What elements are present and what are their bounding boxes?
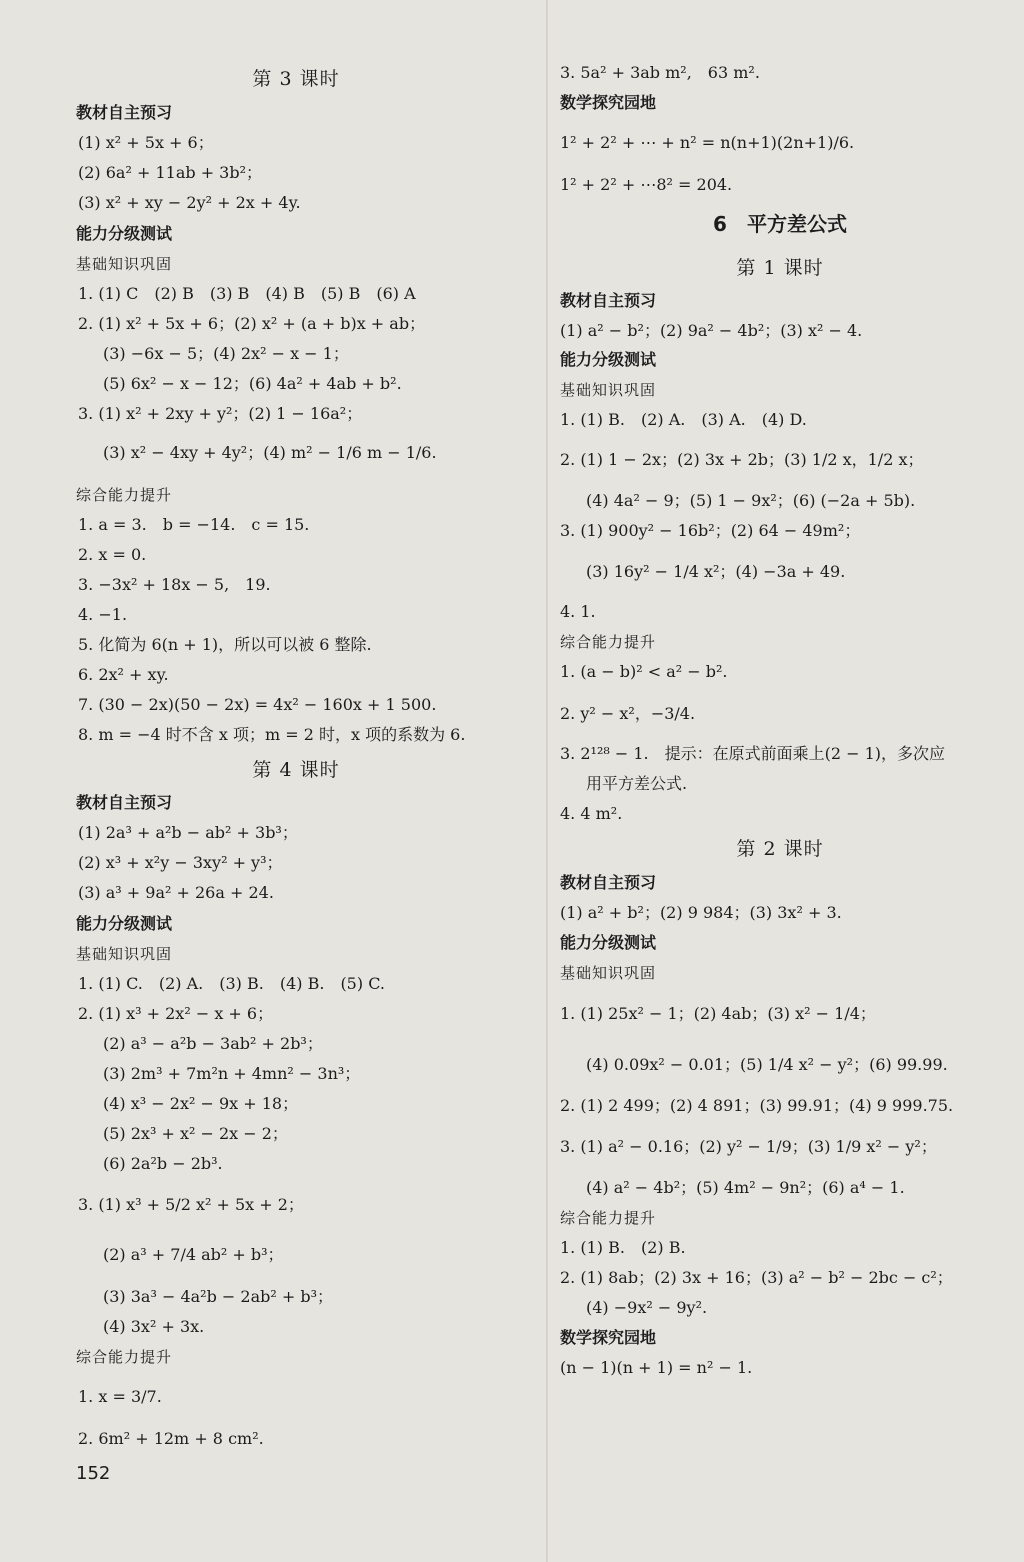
answer-line: (1) x² + 5x + 6； (78, 133, 214, 152)
answer-line: (4) 0.09x² − 0.01；(5) 1/4 x² − y²；(6) 99.99. (586, 1055, 948, 1074)
answer-line: (4) −9x² − 9y². (586, 1298, 708, 1317)
answer-line: 3. (1) x³ + 5/2 x² + 5x + 2； (78, 1195, 304, 1214)
answer-line: 1. (1) C (2) B (3) B (4) B (5) B (6) A (78, 284, 416, 303)
answer-line: 3. (1) 900y² − 16b²；(2) 64 − 49m²； (560, 521, 861, 540)
answer-line: (3) x² + xy − 2y² + 2x + 4y. (78, 193, 301, 212)
subsection-heading: 基础知识巩固 (76, 945, 173, 963)
answer-line: 5. 化简为 6(n + 1)，所以可以被 6 整除. (78, 635, 372, 654)
section-heading: 教材自主预习 (76, 103, 173, 122)
answer-line: 2. (1) x² + 5x + 6；(2) x² + (a + b)x + ab； (78, 314, 426, 333)
answer-line: 1. (1) B. (2) B. (560, 1238, 686, 1257)
section-heading: 教材自主预习 (560, 291, 657, 310)
answer-line: 2. y² − x²，−3/4. (560, 704, 696, 723)
answer-line: (n − 1)(n + 1) = n² − 1. (560, 1358, 753, 1377)
subsection-heading: 综合能力提升 (560, 633, 657, 651)
lesson-title: 第 3 课时 (252, 68, 340, 90)
answer-line: 1. a = 3. b = −14. c = 15. (78, 515, 310, 534)
answer-line: (3) 3a³ − 4a²b − 2ab² + b³； (103, 1287, 334, 1306)
section-heading: 教材自主预习 (76, 793, 173, 812)
answer-line: 4. −1. (78, 605, 128, 624)
answer-line: (3) x² − 4xy + 4y²；(4) m² − 1/6 m − 1/6. (103, 443, 437, 462)
answer-line: (4) x³ − 2x² − 9x + 18； (103, 1094, 299, 1113)
answer-line: 6. 2x² + xy. (78, 665, 169, 684)
answer-line: (1) 2a³ + a²b − ab² + 3b³； (78, 823, 298, 842)
section-heading: 能力分级测试 (560, 933, 657, 952)
answer-line: (1) a² − b²；(2) 9a² − 4b²；(3) x² − 4. (560, 321, 863, 340)
section-heading: 数学探究园地 (560, 93, 657, 112)
answer-line: (3) 16y² − 1/4 x²；(4) −3a + 49. (586, 562, 846, 581)
answer-line: (5) 6x² − x − 12；(6) 4a² + 4ab + b². (103, 374, 402, 393)
answer-line: 1² + 2² + ⋯8² = 204. (560, 175, 733, 194)
answer-line: 1. x = 3/7. (78, 1387, 162, 1406)
subsection-heading: 基础知识巩固 (560, 381, 657, 399)
answer-line: (2) a³ − a²b − 3ab² + 2b³； (103, 1034, 323, 1053)
section-heading: 能力分级测试 (76, 224, 173, 243)
answer-line: 2. x = 0. (78, 545, 147, 564)
section-heading: 能力分级测试 (76, 914, 173, 933)
answer-line: 4. 1. (560, 602, 596, 621)
lesson-title: 第 2 课时 (736, 838, 824, 860)
answer-line: (2) x³ + x²y − 3xy² + y³； (78, 853, 283, 872)
answer-line: 2. (1) 8ab；(2) 3x + 16；(3) a² − b² − 2bc − c²； (560, 1268, 953, 1287)
answer-line: 8. m = −4 时不含 x 项；m = 2 时，x 项的系数为 6. (78, 725, 466, 744)
answer-line: 3. (1) a² − 0.16；(2) y² − 1/9；(3) 1/9 x² − y²； (560, 1137, 937, 1156)
answer-line: 1. (a − b)² < a² − b². (560, 662, 728, 681)
answer-line: (1) a² + b²；(2) 9 984；(3) 3x² + 3. (560, 903, 842, 922)
section-heading: 数学探究园地 (560, 1328, 657, 1347)
answer-line: (3) a³ + 9a² + 26a + 24. (78, 883, 274, 902)
answer-line: (4) a² − 4b²；(5) 4m² − 9n²；(6) a⁴ − 1. (586, 1178, 905, 1197)
answer-line: 4. 4 m². (560, 804, 623, 823)
answer-line: (6) 2a²b − 2b³. (103, 1154, 223, 1173)
answer-line: (3) 2m³ + 7m²n + 4mn² − 3n³； (103, 1064, 361, 1083)
answer-line: 2. (1) 1 − 2x；(2) 3x + 2b；(3) 1/2 x，1/2 x； (560, 450, 924, 469)
answer-line: 2. 6m² + 12m + 8 cm². (78, 1429, 264, 1448)
page-number: 152 (76, 1463, 111, 1484)
answer-line: 3. 2¹²⁸ − 1. 提示：在原式前面乘上(2 − 1)，多次应 (560, 744, 946, 763)
answer-line: 用平方差公式. (586, 774, 688, 793)
section-heading: 教材自主预习 (560, 873, 657, 892)
answer-line: 1. (1) C. (2) A. (3) B. (4) B. (5) C. (78, 974, 385, 993)
subsection-heading: 基础知识巩固 (76, 255, 173, 273)
chapter-title: 6 平方差公式 (713, 212, 847, 236)
answer-line: (3) −6x − 5；(4) 2x² − x − 1； (103, 344, 349, 363)
answer-line: 2. (1) 2 499；(2) 4 891；(3) 99.91；(4) 9 999.75. (560, 1096, 954, 1115)
answer-line: (5) 2x³ + x² − 2x − 2； (103, 1124, 288, 1143)
answer-line: (2) a³ + 7/4 ab² + b³； (103, 1245, 284, 1264)
subsection-heading: 综合能力提升 (76, 1348, 173, 1366)
answer-line: 2. (1) x³ + 2x² − x + 6； (78, 1004, 274, 1023)
subsection-heading: 基础知识巩固 (560, 964, 657, 982)
answer-line: 1. (1) B. (2) A. (3) A. (4) D. (560, 410, 807, 429)
answer-line: 3. −3x² + 18x − 5, 19. (78, 575, 271, 594)
section-heading: 能力分级测试 (560, 350, 657, 369)
answer-line: 1. (1) 25x² − 1；(2) 4ab；(3) x² − 1/4； (560, 1004, 876, 1023)
answer-line: 1² + 2² + ⋯ + n² = n(n+1)(2n+1)/6. (560, 133, 855, 152)
subsection-heading: 综合能力提升 (560, 1209, 657, 1227)
answer-line: 3. 5a² + 3ab m², 63 m². (560, 63, 760, 82)
subsection-heading: 综合能力提升 (76, 486, 173, 504)
answer-line: 7. (30 − 2x)(50 − 2x) = 4x² − 160x + 1 500. (78, 695, 437, 714)
lesson-title: 第 1 课时 (736, 257, 824, 279)
answer-line: 3. (1) x² + 2xy + y²；(2) 1 − 16a²； (78, 404, 363, 423)
answer-line: (4) 4a² − 9；(5) 1 − 9x²；(6) (−2a + 5b). (586, 491, 916, 510)
answer-line: (2) 6a² + 11ab + 3b²； (78, 163, 263, 182)
answer-line: (4) 3x² + 3x. (103, 1317, 205, 1336)
column-divider (546, 0, 548, 1562)
lesson-title: 第 4 课时 (252, 759, 340, 781)
